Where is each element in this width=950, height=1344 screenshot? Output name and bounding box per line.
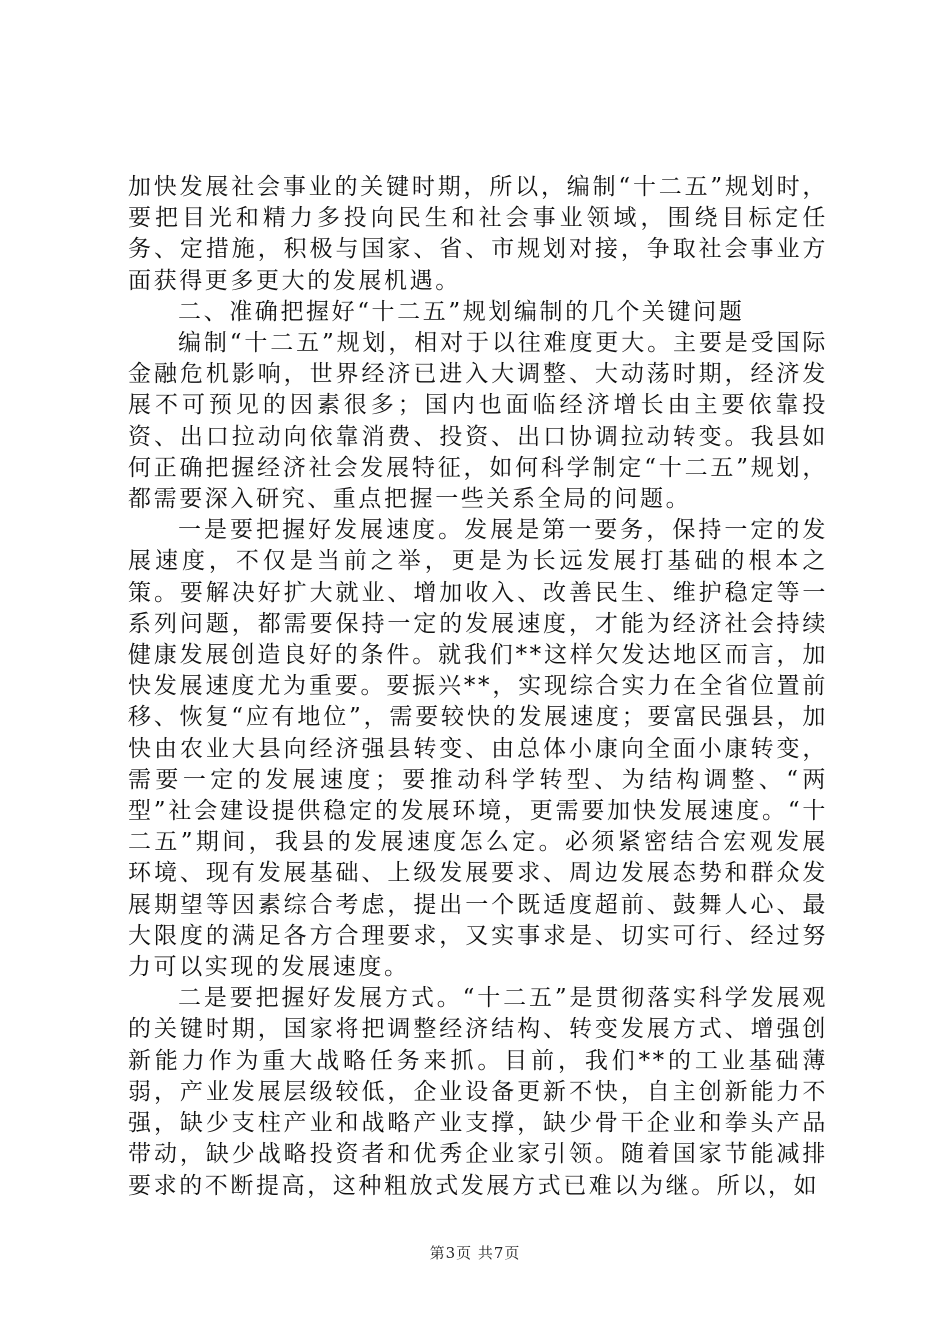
section-heading: 二、准确把握好“十二五”规划编制的几个关键问题	[178, 298, 745, 325]
page-number-footer: 第3页 共7页	[429, 1244, 521, 1262]
paragraph: 编制“十二五”规划，相对于以往难度更大。主要是受国际金融危机影响，世界经济已进入大调整、大动荡时期，经济发展不可预见的因素很多；国内也面临经济增长由主要依靠投资、出口拉动向依靠消费、投资、出口协调拉动转变。我县如何正确把握经济社会发展特征，如何科学制定“十二五”规划，都需要深入研究、重点把握一些关系全局的问题。	[128, 330, 828, 513]
document-body	[128, 172, 828, 1202]
paragraph: 一是要把握好发展速度。发展是第一要务，保持一定的发展速度，不仅是当前之举，更是为长远发展打基础的根本之策。要解决好扩大就业、增加收入、改善民生、维护稳定等一系列问题，都需要保持一定的发展速度，才能为经济社会持续健康发展创造良好的条件。就我们**这样欠发达地区而言，加快发展速度尤为重要。要振兴**，实现综合实力在全省位置前移、恢复“应有地位”，需要较快的发展速度；要富民强县，加快由农业大县向经济强县转变、由总体小康向全面小康转变，需要一定的发展速度；要推动科学转型、为结构调整、“两型”社会建设提供稳定的发展环境，更需要加快发展速度。“十二五”期间，我县的发展速度怎么定。必须紧密结合宏观发展环境、现有发展基础、上级发展要求、周边发展态势和群众发展期望等因素综合考虑，提出一个既适度超前、鼓舞人心、最大限度的满足各方合理要求，又实事求是、切实可行、经过努力可以实现的发展速度。	[128, 517, 828, 981]
paragraph-continuation: 加快发展社会事业的关键时期，所以，编制“十二五”规划时，要把目光和精力多投向民生和社会事业领域，围绕目标定任务、定措施，积极与国家、省、市规划对接，争取社会事业方面获得更多更大的发展机遇。	[128, 174, 828, 294]
paragraph: 二是要把握好发展方式。“十二五”是贯彻落实科学发展观的关键时期，国家将把调整经济结构、转变发展方式、增强创新能力作为重大战略任务来抓。目前，我们**的工业基础薄弱，产业发展层级较低，企业设备更新不快，自主创新能力不强，缺少支柱产业和战略产业支撑，缺少骨干企业和拳头产品带动，缺少战略投资者和优秀企业家引领。随着国家节能减排要求的不断提高，这种粗放式发展方式已难以为继。所以，如	[128, 985, 828, 1199]
